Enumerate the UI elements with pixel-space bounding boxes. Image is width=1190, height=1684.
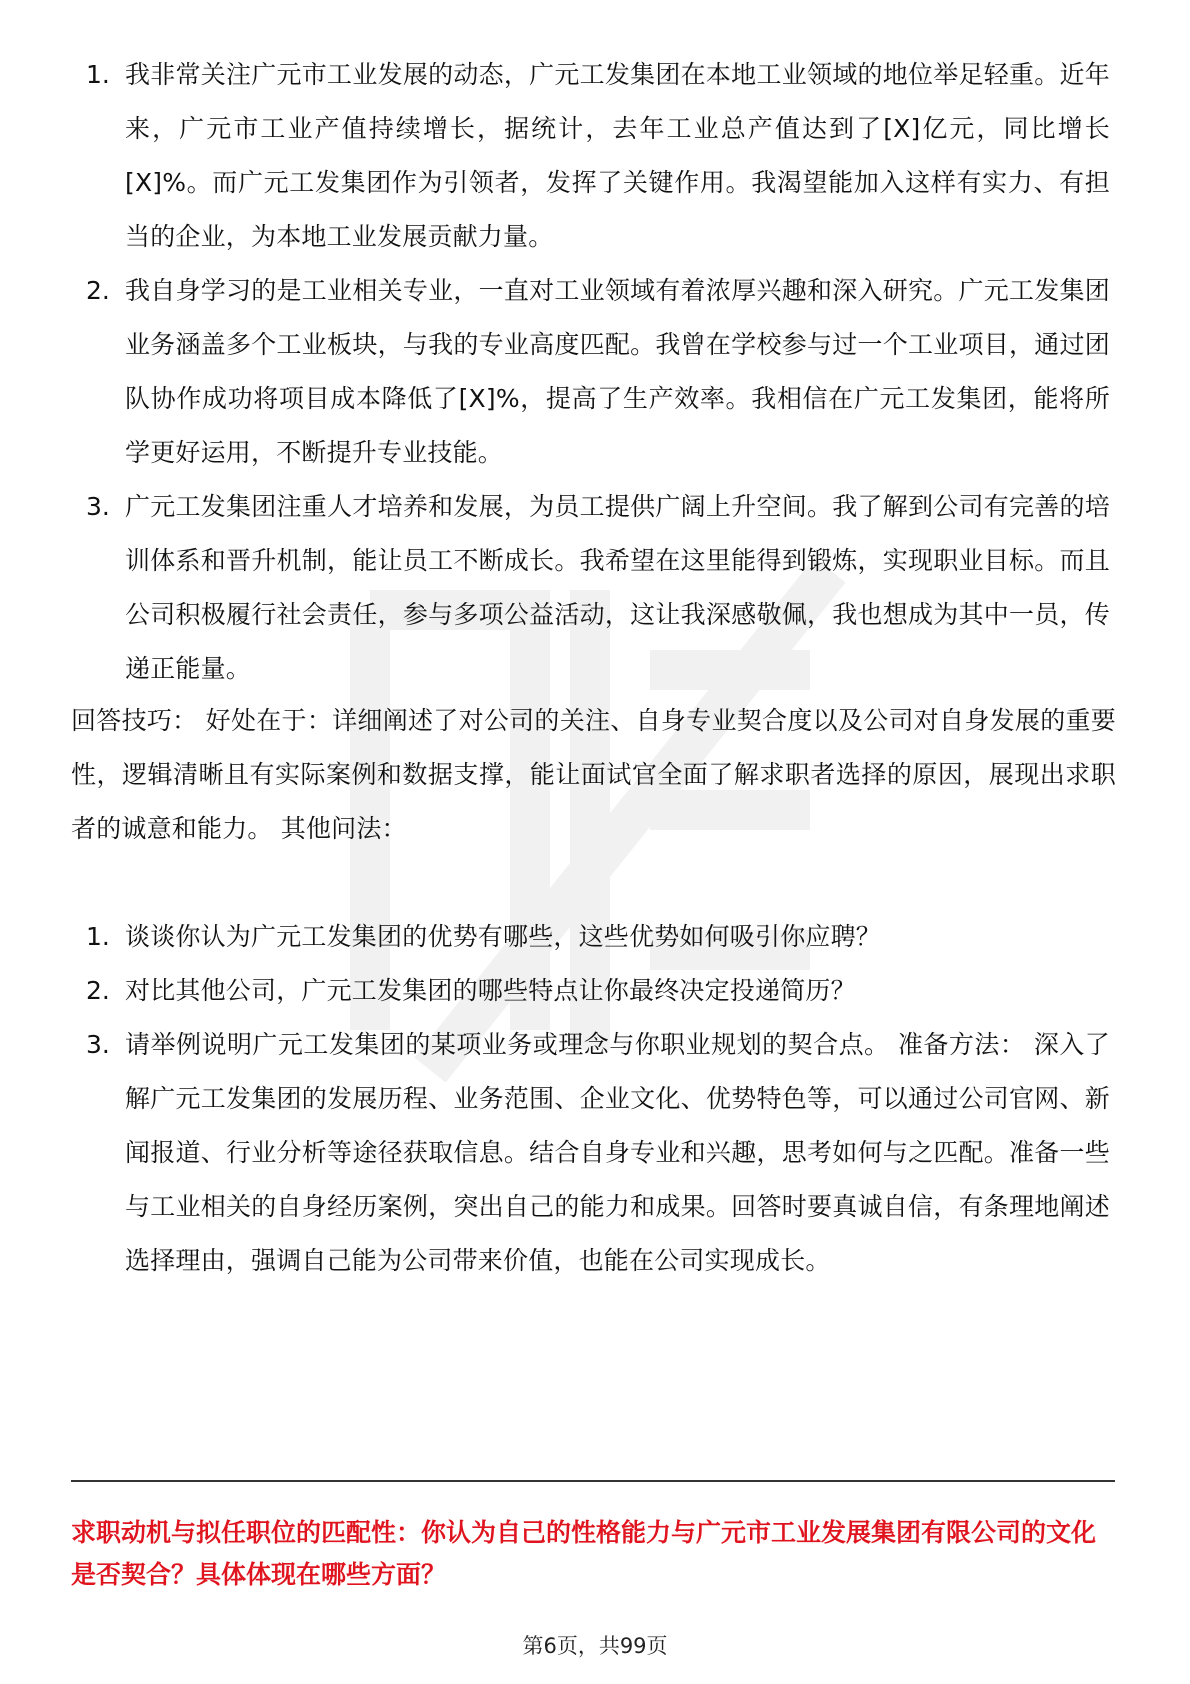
list-item-text: 我非常关注广元市工业发展的动态，广元工发集团在本地工业领域的地位举足轻重。近年来，广元市工业产值持续增长，据统计，去年工业总产值达到了[X]亿元，同比增长[X]%。而广元工发集团作为引领者，发挥了关键作用。我渴望能加入这样有实力、有担当的企业，为本地工业发展贡献力量。 bbox=[125, 60, 1110, 251]
list-item-text: 谈谈你认为广元工发集团的优势有哪些，这些优势如何吸引你应聘？ bbox=[125, 922, 882, 951]
list-item-number: 1. bbox=[86, 60, 110, 89]
reasons-list bbox=[0, 48, 1190, 696]
answer-tips-paragraph: 回答技巧： 好处在于：详细阐述了对公司的关注、自身专业契合度以及公司对自身发展的重要性，逻辑清晰且有实际案例和数据支撑，能让面试官全面了解求职者选择的原因，展现出求职者的诚意和能力。 其他问法： bbox=[71, 706, 1116, 843]
list-item-number: 2. bbox=[86, 976, 110, 1005]
list-item bbox=[0, 1018, 1190, 1288]
list-item-number: 3. bbox=[86, 1030, 110, 1059]
list-item-text: 我自身学习的是工业相关专业，一直对工业领域有着浓厚兴趣和深入研究。广元工发集团业务涵盖多个工业板块，与我的专业高度匹配。我曾在学校参与过一个工业项目，通过团队协作成功将项目成本降低了[X]%，提高了生产效率。我相信在广元工发集团，能将所学更好运用，不断提升专业技能。 bbox=[125, 276, 1110, 467]
list-item-text: 广元工发集团注重人才培养和发展，为员工提供广阔上升空间。我了解到公司有完善的培训体系和晋升机制，能让员工不断成长。我希望在这里能得到锻炼，实现职业目标。而且公司积极履行社会责任，参与多项公益活动，这让我深感敬佩，我也想成为其中一员，传递正能量。 bbox=[125, 492, 1110, 683]
list-item-number: 2. bbox=[86, 276, 110, 305]
list-item-number: 3. bbox=[86, 492, 110, 521]
list-item bbox=[0, 910, 1190, 964]
section-divider bbox=[71, 1480, 1115, 1482]
list-item-text: 请举例说明广元工发集团的某项业务或理念与你职业规划的契合点。 准备方法： 深入了解广元工发集团的发展历程、业务范围、企业文化、优势特色等，可以通过公司官网、新闻报道、行业分析等途径获取信息。结合自身专业和兴趣，思考如何与之匹配。准备一些与工业相关的自身经历案例，突出自己的能力和成果。回答时要真诚自信，有条理地阐述选择理由，强调自己能为公司带来价值，也能在公司实现成长。 bbox=[125, 1030, 1110, 1275]
page-footer: 第6页，共99页 bbox=[522, 1634, 668, 1658]
list-item bbox=[0, 264, 1190, 480]
list-item bbox=[0, 48, 1190, 264]
alternative-questions-list bbox=[0, 910, 1190, 1288]
list-item bbox=[0, 480, 1190, 696]
list-item-number: 1. bbox=[86, 922, 110, 951]
next-question-heading: 求职动机与拟任职位的匹配性：你认为自己的性格能力与广元市工业发展集团有限公司的文化是否契合？具体体现在哪些方面？ bbox=[71, 1518, 1097, 1589]
list-item-text: 对比其他公司，广元工发集团的哪些特点让你最终决定投递简历？ bbox=[125, 976, 856, 1005]
list-item bbox=[0, 964, 1190, 1018]
